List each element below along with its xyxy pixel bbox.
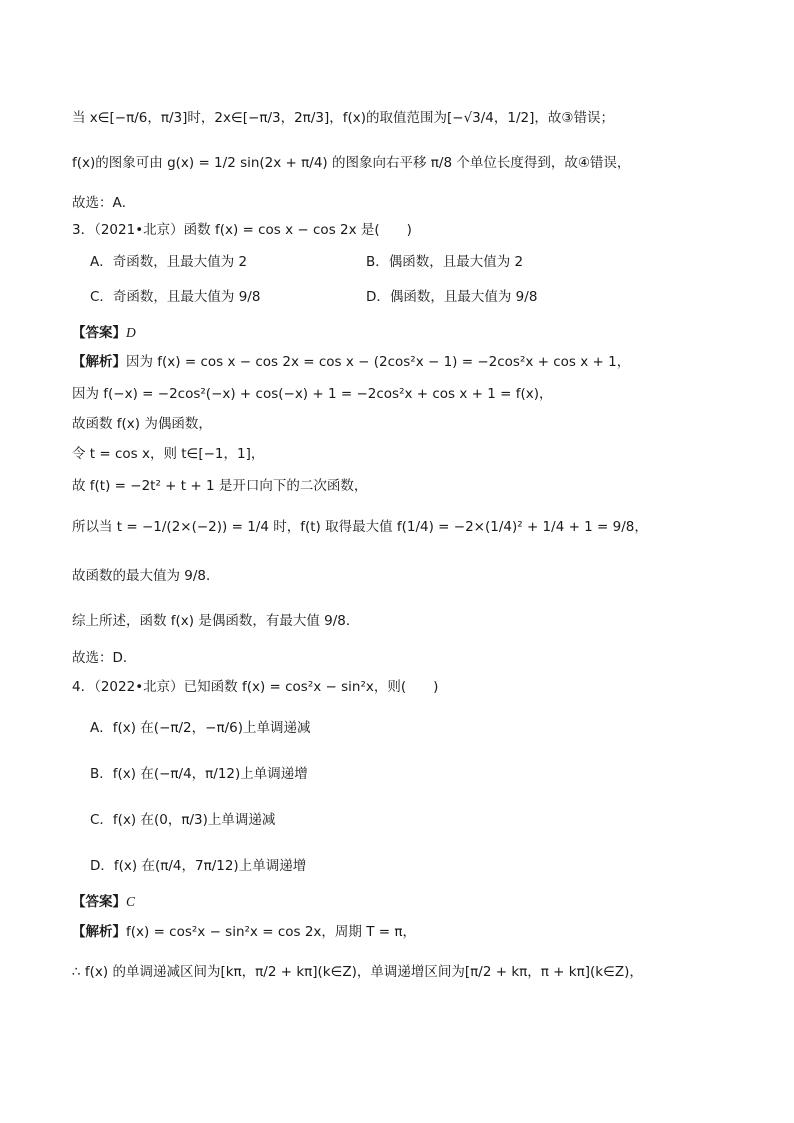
q4-option-b: B．f(x) 在(−π/4，π/12)上单调递增 [90,766,308,782]
q3-option-b: B．偶函数，且最大值为 2 [366,254,524,270]
text-line: 当 x∈[−π/6，π/3]时，2x∈[−π/3，2π/3]，f(x)的取值范围为[−√3/4，1/2]，故③错误； [72,110,614,126]
question-4: 4．（2022•北京）已知函数 f(x) = cos²x − sin²x，则( ) [72,679,439,695]
answer-value: C [126,894,136,909]
solution-label: 【解析】 [72,924,126,940]
q3-option-c: C．奇函数，且最大值为 9/8 [90,289,261,305]
q4-option-a: A．f(x) 在(−π/2，−π/6)上单调递减 [90,720,311,736]
text-line: 故选：A． [72,195,136,211]
q4-option-c: C．f(x) 在(0，π/3)上单调递减 [90,812,276,828]
answer-label: 【答案】 [72,325,126,341]
solution-line: 令 t = cos x，则 t∈[−1，1]， [72,446,265,462]
solution-line: 因为 f(−x) = −2cos²(−x) + cos(−x) + 1 = −2cos²x + cos x + 1 = f(x)， [72,386,553,402]
solution-line: 故函数 f(x) 为偶函数， [72,416,212,432]
answer-4 [72,892,794,912]
question-3: 3．（2021•北京）函数 f(x) = cos x − cos 2x 是( ) [72,222,412,238]
q4-option-d: D．f(x) 在(π/4，7π/12)上单调递增 [90,858,307,874]
solution-label: 【解析】 [72,354,126,370]
answer-label: 【答案】 [72,894,126,910]
solution-line [72,352,794,372]
solution-line: ∴ f(x) 的单调递减区间为[kπ，π/2 + kπ](k∈Z)，单调递增区间为[π/2 + kπ，π + kπ](k∈Z)， [72,964,643,980]
solution-text: 因为 f(x) = cos x − cos 2x = cos x − (2cos²x − 1) = −2cos²x + cos x + 1， [126,354,631,370]
answer-value: D [126,325,136,340]
solution-line [72,922,794,942]
q3-option-d: D．偶函数，且最大值为 9/8 [366,289,538,305]
solution-line: 综上所述，函数 f(x) 是偶函数，有最大值 9/8． [72,613,360,629]
solution-line: 故选：D． [72,650,137,666]
solution-line: 故函数的最大值为 9/8． [72,568,220,584]
solution-line: 所以当 t = −1/(2×(−2)) = 1/4 时，f(t) 取得最大值 f(1/4) = −2×(1/4)² + 1/4 + 1 = 9/8， [72,519,648,535]
q3-option-a: A．奇函数，且最大值为 2 [90,254,248,270]
text-line: f(x)的图象可由 g(x) = 1/2 sin(2x + π/4) 的图象向右平移 π/8 个单位长度得到，故④错误， [72,155,631,171]
solution-text: f(x) = cos²x − sin²x = cos 2x，周期 T = π， [126,924,416,940]
solution-line: 故 f(t) = −2t² + t + 1 是开口向下的二次函数， [72,478,368,494]
answer-3 [72,323,794,343]
